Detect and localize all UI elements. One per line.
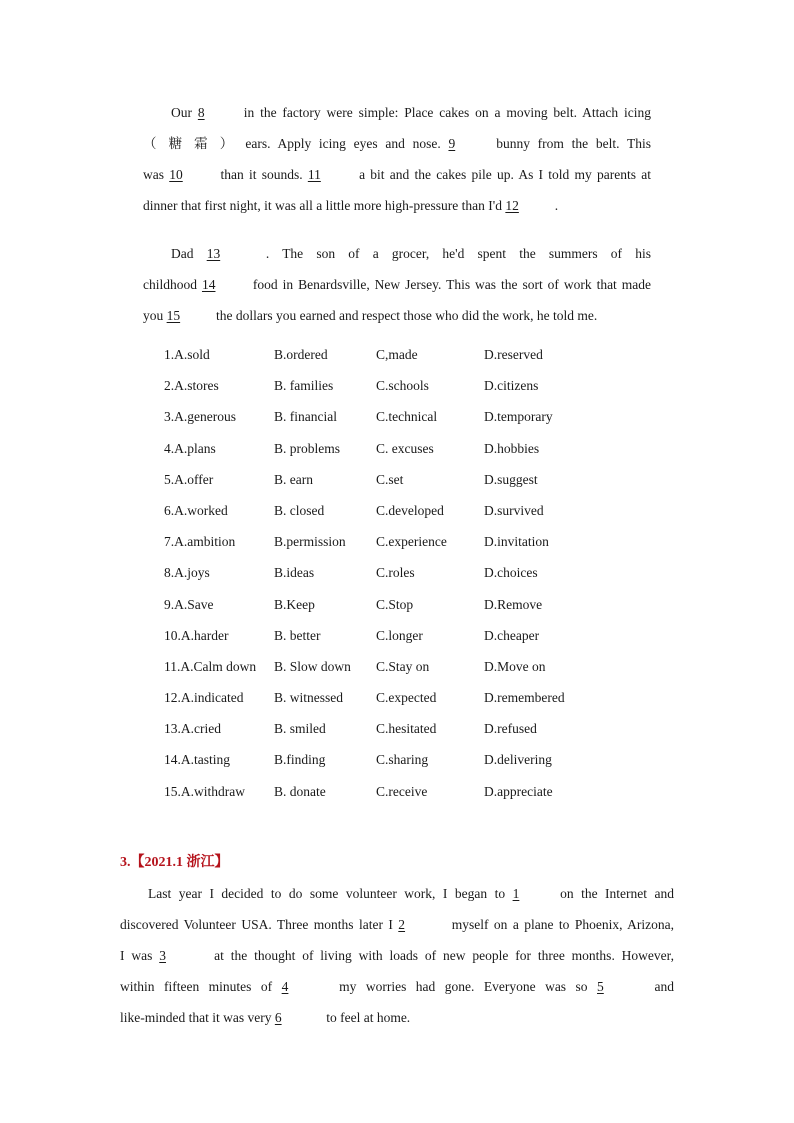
passage-line [143,128,651,159]
option-a: 3.A.generous [164,409,236,425]
text-segment: food in Benardsville, New Jersey. This was the sort of work that made [247,277,652,292]
option-a: 2.A.stores [164,378,219,394]
text-segment: . The son of a grocer, he'd spent the summers of his [252,246,651,261]
blank-2: 2 [398,917,406,932]
option-b: B.ideas [274,565,315,581]
option-c: C.set [376,471,404,487]
text-segment: Dad [171,246,207,261]
option-d: D.suggest [484,471,538,487]
text-segment: within fifteen minutes of [120,979,282,994]
passage-line [143,97,651,128]
blank-11: 11 [307,167,321,182]
text-segment: in the factory were simple: Place cakes on a moving belt. Attach icing [237,105,651,120]
option-b: B. families [274,378,334,394]
option-c: C.technical [376,409,438,425]
option-a: 12.A.indicated [164,690,244,706]
option-b: B. better [274,627,321,643]
option-c: C.Stay on [376,658,430,674]
blank-12: 12 [505,198,519,213]
passage-line [120,971,674,1002]
passage-line [120,1002,674,1033]
text-segment: to feel at home. [322,1010,411,1025]
option-b: B.ordered [274,347,328,362]
text-segment: on the Internet and [552,886,674,901]
text-segment: my worries had gone. Everyone was so [329,979,598,994]
text-segment: I was [120,948,160,963]
option-b: B. smiled [274,721,326,737]
blank-10: 10 [169,167,183,182]
option-c: C,made [376,347,418,362]
text-segment: you [143,308,167,323]
blank-4: 4 [281,979,289,994]
text-segment: bunny from the belt. This [488,136,651,151]
option-d: D.temporary [484,409,553,425]
option-b: B. problems [274,440,340,456]
text-segment: myself on a plane to Phoenix, Arizona, [446,917,674,932]
blank-9: 9 [448,136,456,151]
text-segment: dinner that first night, it was all a little more high-pressure than I'd [143,198,506,213]
option-a: 14.A.tasting [164,752,230,768]
option-c: C.expected [376,690,437,706]
option-a: 5.A.offer [164,471,214,487]
blank-1: 1 [512,886,520,901]
option-a: 4.A.plans [164,440,216,456]
blank-8: 8 [197,105,205,120]
passage-line [143,300,651,331]
option-b: B. closed [274,502,325,518]
passage-paragraph-1 [143,97,651,221]
option-b: B. earn [274,471,313,487]
option-b: B.permission [274,534,346,550]
option-d: D.citizens [484,378,539,394]
passage-paragraph-2 [143,238,651,331]
text-segment: . [551,198,559,213]
passage-line [143,159,651,190]
blank-6: 6 [274,1010,282,1025]
option-c: C. excuses [376,440,434,456]
option-d: D.remembered [484,690,565,706]
text-segment: than it sounds. [215,167,308,182]
option-c: C.developed [376,502,444,518]
passage-line [120,940,674,971]
option-c: C.longer [376,627,423,643]
option-c: C.sharing [376,752,429,768]
text-segment: （ 糖 霜 ） ears. Apply icing eyes and nose. [143,136,449,151]
option-a: 9.A.Save [164,596,214,612]
option-d: D.reserved [484,347,543,362]
passage-section-3 [120,878,674,1033]
option-d: D.hobbies [484,440,540,456]
option-c: C.roles [376,565,415,581]
text-segment: childhood [143,277,202,292]
text-segment: at the thought of living with loads of new people for three months. However, [207,948,674,963]
section-title: 3.【2021.1 浙江】 [120,855,229,870]
option-c: C.receive [376,783,428,799]
option-b: B. financial [274,409,337,425]
option-a: 10.A.harder [164,627,229,643]
text-segment: discovered Volunteer USA. Three months later I [120,917,399,932]
option-b: B.finding [274,752,326,768]
blank-15: 15 [166,308,181,323]
passage-line [120,878,674,909]
option-d: D.delivering [484,752,552,768]
blank-14: 14 [201,277,216,292]
option-d: D.cheaper [484,627,540,643]
option-a: 7.A.ambition [164,534,236,550]
option-b: B. witnessed [274,690,343,706]
option-a: 1.A.sold [164,347,210,362]
blank-3: 3 [159,948,166,963]
text-segment: and [645,979,674,994]
option-d: D.invitation [484,534,549,550]
option-c: C.experience [376,534,447,550]
text-segment: Our [171,105,198,120]
text-segment: a bit and the cakes pile up. As I told my parents at [353,167,651,182]
blank-5: 5 [597,979,604,994]
option-d: D.survived [484,502,544,518]
text-segment: the dollars you earned and respect those who did the work, he told me. [212,308,598,323]
option-a: 13.A.cried [164,721,221,737]
option-c: C.Stop [376,596,414,612]
option-a: 8.A.joys [164,565,210,581]
option-d: D.refused [484,721,537,737]
passage-line [143,269,651,300]
passage-line [120,909,674,940]
option-b: B. donate [274,783,326,799]
text-segment: was [143,167,170,182]
option-c: C.hesitated [376,721,437,737]
option-d: D.Remove [484,596,543,612]
text-segment: Last year I decided to do some volunteer work, I began to [148,886,513,901]
passage-line [143,238,651,269]
option-b: B. Slow down [274,658,351,674]
text-segment: like-minded that it was very [120,1010,275,1025]
option-d: D.Move on [484,658,546,674]
option-d: D.appreciate [484,783,553,799]
option-b: B.Keep [274,596,315,612]
option-a: 15.A.withdraw [164,783,245,799]
option-a: 6.A.worked [164,502,228,518]
option-d: D.choices [484,565,538,581]
blank-13: 13 [206,246,221,261]
option-c: C.schools [376,378,429,394]
passage-line [143,190,651,221]
option-a: 11.A.Calm down [164,658,257,674]
